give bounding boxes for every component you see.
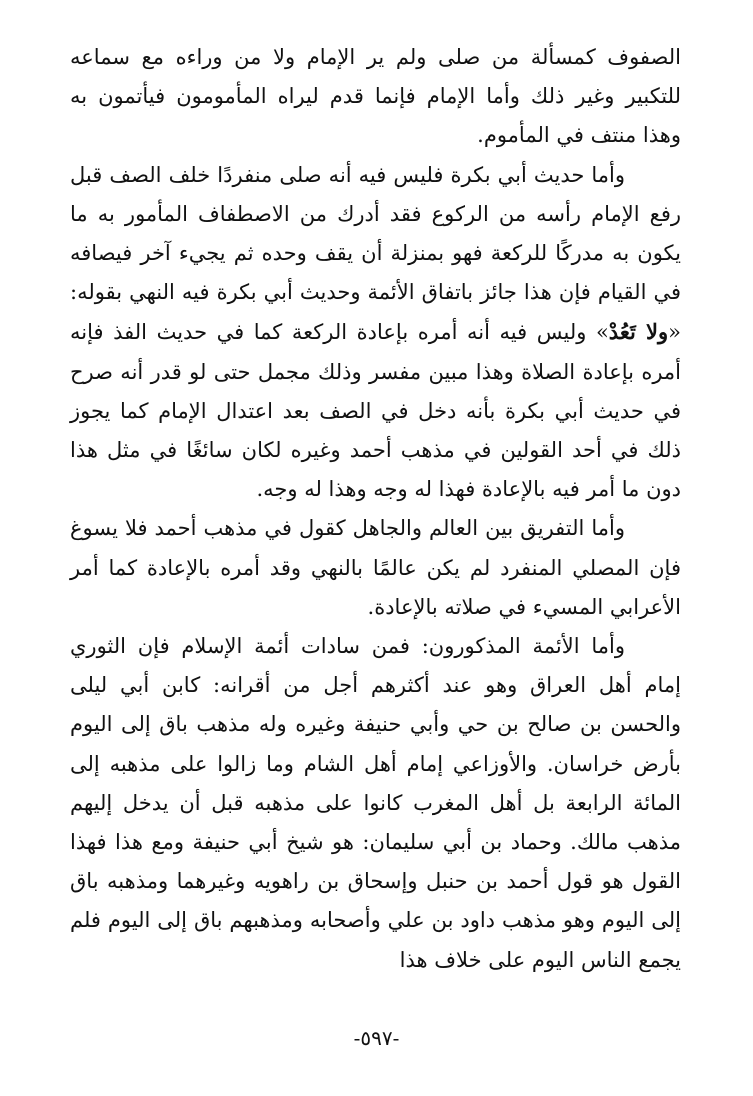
hadith-quote-emphasis: ولا تَعُدْ: [608, 319, 669, 345]
paragraph-4: وأما الأئمة المذكورون: فمن سادات أئمة الإسلام فإن الثوري إمام أهل العراق وهو عند أكثرهم أجل من أقرانه: كابن أبي ليلى والحسن بن صالح بن حي وأبي حنيفة وغيره وله مذهب باق إلى اليوم بأرض خراسان. والأوزاعي إمام أهل الشام وما زالوا على مذهبه إلى المائة الرابعة بل أهل المغرب كانوا على مذهبه قبل أن يدخل إليهم مذهب مالك. وحماد بن أبي سليمان: هو شيخ أبي حنيفة ومع هذا فهذا القول هو قول أحمد بن حنبل وإسحاق بن راهويه وغيرهما ومذهبه باق إلى اليوم وهو مذهب داود بن علي وأصحابه ومذهبهم باق إلى اليوم فلم يجمع الناس اليوم على خلاف هذا: [70, 634, 681, 972]
paragraph-2-text-before: وأما حديث أبي بكرة فليس فيه أنه صلى منفردًا خلف الصف قبل رفع الإمام رأسه من الركوع فقد أدرك من الاصطفاف المأمور به ما يكون به مدركًا للركعة فهو بمنزلة أن يقف وحده ثم يجيء آخر فيصافه في القيام فإن هذا جائز باتفاق الأئمة وحديث أبي بكرة فيه النهي بقوله: «: [70, 162, 681, 345]
page-text-body: [70, 38, 681, 980]
page-number: -٥٩٧-: [353, 1026, 400, 1050]
paragraph-2: [70, 156, 681, 510]
paragraph-2-text-after: » وليس فيه أنه أمره بإعادة الركعة كما في حديث الفذ فإنه أمره بإعادة الصلاة وهذا مبين مفسر وذلك مجمل حتى لو قدر أنه صرح في حديث أبي بكرة بأنه دخل في الصف بعد اعتدال الإمام كما يجوز ذلك في أحد القولين في مذهب أحمد وغيره لكان سائغًا في مثل هذا دون ما أمر فيه بالإعادة فهذا له وجه وهذا له وجه.: [70, 320, 681, 502]
paragraph-1: الصفوف كمسألة من صلى ولم ير الإمام ولا من وراءه مع سماعه للتكبير وغير ذلك وأما الإمام فإنما قدم ليراه المأمومون فيأتمون به وهذا منتف في المأموم.: [70, 45, 681, 148]
paragraph-3: وأما التفريق بين العالم والجاهل كقول في مذهب أحمد فلا يسوغ فإن المصلي المنفرد لم يكن عالمًا بالنهي وقد أمره بالإعادة كما أمر الأعرابي المسيء في صلاته بالإعادة.: [70, 516, 681, 619]
